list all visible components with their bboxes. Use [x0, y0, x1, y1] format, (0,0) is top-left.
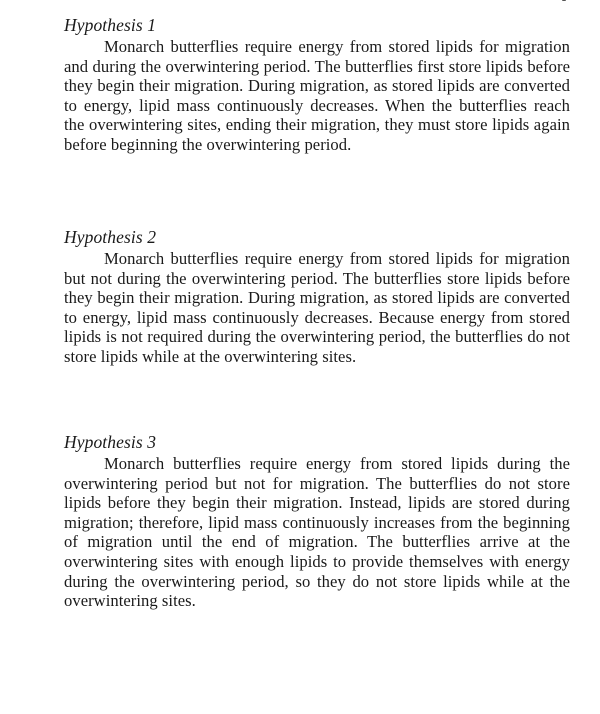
hypothesis-3-section: [64, 431, 570, 611]
hypothesis-1-section: [64, 14, 570, 155]
hypothesis-2-heading: Hypothesis 2: [64, 227, 157, 247]
scan-mark: [562, 0, 566, 1]
hypothesis-3-text: Monarch butterflies require energy from stored lipids during the overwintering period but not for migration. The butterflies do not store lipids before they begin their migration. Instead, lipids are stored during migration; therefore, lipid mass continuously increases from the beginning of migration until the end of migration. The butterflies arrive at the overwintering sites with enough lipids to provide themselves with energy during the overwintering period, so they do not store lipids while at the overwintering sites.: [64, 454, 570, 611]
hypothesis-1-heading: Hypothesis 1: [64, 15, 157, 35]
hypothesis-2-section: [64, 226, 570, 367]
hypothesis-1-text: Monarch butterflies require energy from stored lipids for migration and during the overwintering period. The butterflies first store lipids before they begin their migration. During migration, as stored lipids are converted to energy, lipid mass continuously decreases. When the butterflies reach the overwintering sites, ending their migration, they must store lipids again before beginning the overwintering period.: [64, 37, 570, 154]
hypothesis-3-heading: Hypothesis 3: [64, 432, 157, 452]
hypothesis-2-text: Monarch butterflies require energy from stored lipids for migration but not during the overwintering period. The butterflies store lipids before they begin their migration. During migration, as stored lipids are converted to energy, lipid mass continuously decreases. Because energy from stored lipids is not required during the overwintering period, the butterflies do not store lipids while at the overwintering sites.: [64, 249, 570, 366]
